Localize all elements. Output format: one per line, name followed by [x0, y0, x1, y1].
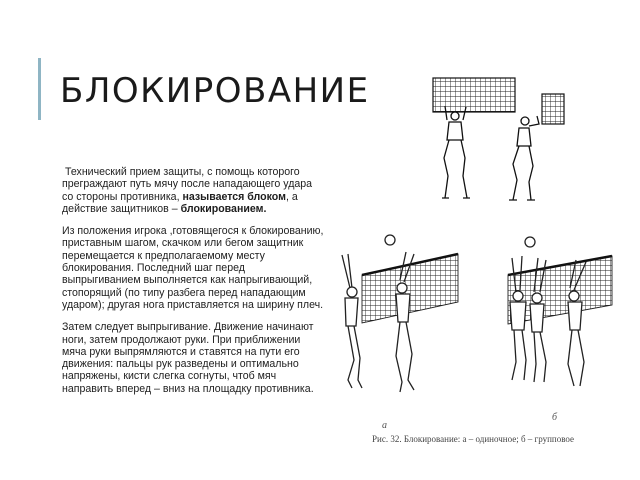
slide-body: [62, 166, 324, 405]
ball-icon: [525, 237, 535, 247]
intro-bold-1: называется блоком: [182, 190, 286, 203]
intro-text-2: , а действие защитников –: [62, 190, 298, 215]
intro-text-1: Технический прием защиты, с помощь которого преграждают путь мячу после нападающего удара со стороны противника,: [62, 166, 313, 203]
paragraph-approach: Из положения игрока ,готовящегося к блокированию, приставным шагом, скачком или бегом защитник перемещается к предполагаемому месту блокирования. Последний шаг перед выпрыгиванием выполняется как напрыгивающий, стопорящий (по типу разбега перед нападающим ударом); другая нога приставляется на ширину плеч.: [62, 225, 324, 311]
block-figure: [330, 230, 630, 465]
slide-title: БЛОКИРОВАНИЕ: [60, 71, 370, 111]
net-right: [542, 94, 564, 124]
blocking-stance-illustration: [405, 76, 575, 206]
accent-bar: [38, 58, 41, 120]
intro-paragraph: [62, 166, 324, 215]
player-figure-right: [509, 116, 539, 200]
ball-icon: [385, 235, 395, 245]
figure-caption: Рис. 32. Блокирование: а – одиночное; б – групповое: [372, 434, 575, 444]
player-figure-left: [442, 106, 470, 198]
figure-label-b: б: [552, 412, 558, 423]
paragraph-jump: Затем следует выпрыгивание. Движение начинают ноги, затем продолжают руки. При приближении мяча руки выпрямляются и ставятся на пути его движения: пальцы рук разведены и оптимально напряжены, кисти слегка согнуты, чтоб мяч направить вперед – вниз на площадку противника.: [62, 321, 314, 395]
figure-label-a: а: [382, 420, 387, 431]
intro-bold-2: блокированием.: [180, 202, 267, 215]
